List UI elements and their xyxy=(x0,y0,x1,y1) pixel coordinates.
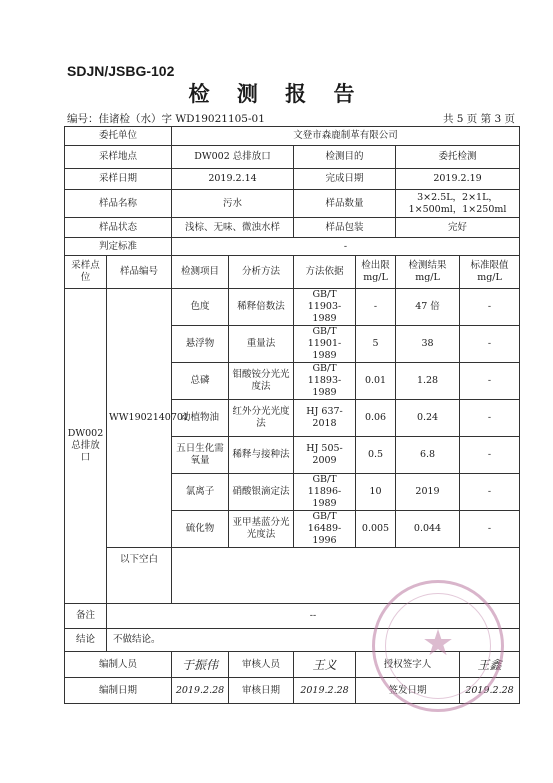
finish-date-value: 2019.2.19 xyxy=(396,169,520,190)
row-result: 6.8 xyxy=(396,437,460,474)
row-item: 五日生化需氧量 xyxy=(172,437,229,474)
blank-text: 以下空白 xyxy=(107,548,172,604)
row-result: 0.044 xyxy=(396,511,460,548)
state-value: 浅棕、无味、微浊水样 xyxy=(172,218,294,238)
standard-label: 判定标准 xyxy=(65,238,172,256)
row-basis: HJ 637-2018 xyxy=(294,400,356,437)
sign-date-label: 签发日期 xyxy=(356,678,460,704)
client-label: 委托单位 xyxy=(65,127,172,146)
standard-value: - xyxy=(172,238,520,256)
row-limit: 5 xyxy=(356,326,396,363)
review-date-label: 审核日期 xyxy=(229,678,294,704)
sample-date-label: 采样日期 xyxy=(65,169,172,190)
row-result: 2019 xyxy=(396,474,460,511)
row-std: - xyxy=(460,437,520,474)
compile-date-label: 编制日期 xyxy=(65,678,172,704)
row-limit: 0.005 xyxy=(356,511,396,548)
row-item: 氯离子 xyxy=(172,474,229,511)
signer-label: 授权签字人 xyxy=(356,652,460,678)
company-seal-stamp xyxy=(372,580,504,712)
row-limit: 10 xyxy=(356,474,396,511)
row-item: 色度 xyxy=(172,289,229,326)
row-std: - xyxy=(460,511,520,548)
conclusion-value: 不做结论。 xyxy=(107,629,520,652)
row-std: - xyxy=(460,326,520,363)
site-value: DW002 总排放口 xyxy=(172,146,294,169)
row-limit: 0.5 xyxy=(356,437,396,474)
compile-date: 2019.2.28 xyxy=(172,678,229,704)
row-std: - xyxy=(460,400,520,437)
row-method: 红外分光光度法 xyxy=(229,400,294,437)
row-method: 重量法 xyxy=(229,326,294,363)
finish-date-label: 完成日期 xyxy=(294,169,396,190)
row-basis: GB/T 11893-1989 xyxy=(294,363,356,400)
package-value: 完好 xyxy=(396,218,520,238)
row-basis: GB/T 11903-1989 xyxy=(294,289,356,326)
quantity-value: 3×2.5L，2×1L，1×500ml，1×250ml xyxy=(396,190,520,218)
remarks-value: -- xyxy=(107,604,520,629)
row-limit: 0.01 xyxy=(356,363,396,400)
reviewer-label: 审核人员 xyxy=(229,652,294,678)
seal-star-icon: ★ xyxy=(421,623,455,664)
sample-no-value: WW1902140701 xyxy=(107,289,172,548)
client-value: 文登市森鹿制革有限公司 xyxy=(172,127,520,146)
row-result: 1.28 xyxy=(396,363,460,400)
header-basis: 方法依据 xyxy=(294,256,356,289)
row-method: 硝酸银滴定法 xyxy=(229,474,294,511)
row-result: 47 倍 xyxy=(396,289,460,326)
state-label: 样品状态 xyxy=(65,218,172,238)
purpose-value: 委托检测 xyxy=(396,146,520,169)
row-std: - xyxy=(460,474,520,511)
row-item: 动植物油 xyxy=(172,400,229,437)
package-label: 样品包装 xyxy=(294,218,396,238)
row-method: 钼酸铵分光光度法 xyxy=(229,363,294,400)
header-std-limit: 标准限值mg/L xyxy=(460,256,520,289)
header-item: 检测项目 xyxy=(172,256,229,289)
quantity-label: 样品数量 xyxy=(294,190,396,218)
row-std: - xyxy=(460,289,520,326)
row-item: 悬浮物 xyxy=(172,326,229,363)
serial-number: 编号：佳诸检（水）字 WD19021105-01 xyxy=(67,113,265,125)
header-point: 采样点位 xyxy=(65,256,107,289)
row-result: 0.24 xyxy=(396,400,460,437)
document-code: SDJN/JSBG-102 xyxy=(67,63,175,79)
header-result: 检测结果mg/L xyxy=(396,256,460,289)
row-basis: GB/T 11901-1989 xyxy=(294,326,356,363)
point-value: DW002 总排放口 xyxy=(65,289,107,604)
row-method: 稀释与接种法 xyxy=(229,437,294,474)
sample-name-value: 污水 xyxy=(172,190,294,218)
header-method: 分析方法 xyxy=(229,256,294,289)
row-std: - xyxy=(460,363,520,400)
header-sample-no: 样品编号 xyxy=(107,256,172,289)
header-limit: 检出限mg/L xyxy=(356,256,396,289)
reviewer-signature: 王义 xyxy=(294,652,356,678)
site-label: 采样地点 xyxy=(65,146,172,169)
sign-date: 2019.2.28 xyxy=(460,678,520,704)
remarks-label: 备注 xyxy=(65,604,107,629)
sample-name-label: 样品名称 xyxy=(65,190,172,218)
review-date: 2019.2.28 xyxy=(294,678,356,704)
row-method: 亚甲基蓝分光光度法 xyxy=(229,511,294,548)
compiler-label: 编制人员 xyxy=(65,652,172,678)
conclusion-label: 结论 xyxy=(65,629,107,652)
compiler-signature: 于振伟 xyxy=(172,652,229,678)
sample-date-value: 2019.2.14 xyxy=(172,169,294,190)
row-basis: GB/T 11896-1989 xyxy=(294,474,356,511)
row-item: 总磷 xyxy=(172,363,229,400)
row-basis: HJ 505-2009 xyxy=(294,437,356,474)
report-title: 检 测 报 告 xyxy=(188,82,365,106)
row-method: 稀释倍数法 xyxy=(229,289,294,326)
row-basis: GB/T 16489-1996 xyxy=(294,511,356,548)
row-limit: - xyxy=(356,289,396,326)
signer-signature: 王鑫 xyxy=(460,652,520,678)
purpose-label: 检测目的 xyxy=(294,146,396,169)
row-result: 38 xyxy=(396,326,460,363)
row-item: 硫化物 xyxy=(172,511,229,548)
row-limit: 0.06 xyxy=(356,400,396,437)
page-info: 共 5 页 第 3 页 xyxy=(442,113,515,125)
